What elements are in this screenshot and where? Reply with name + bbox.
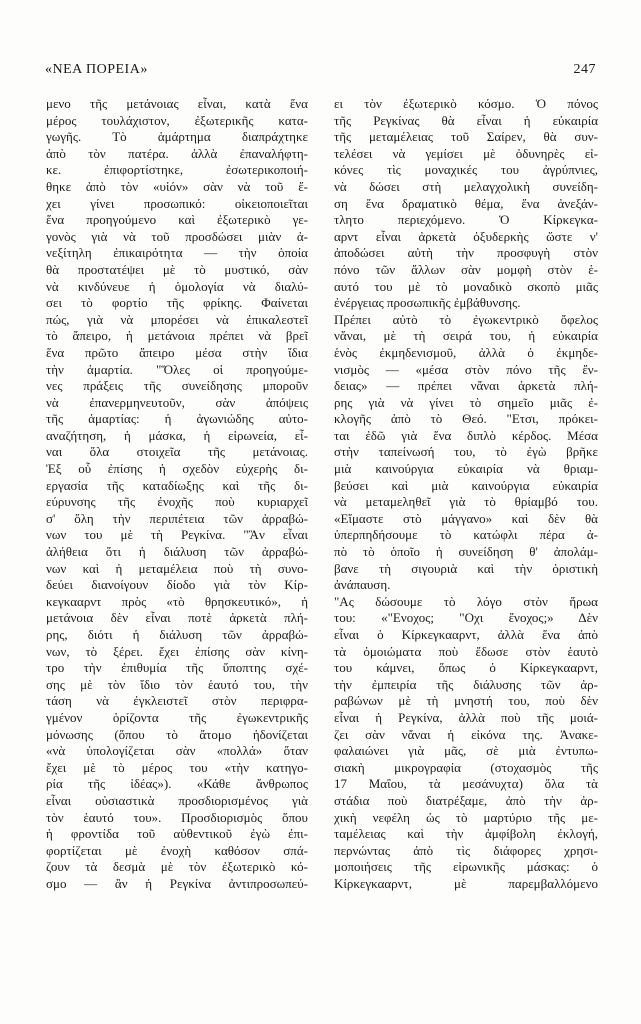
text-line: σμο — ἂν ἡ Ρεγκίνα ἀντιπροσωπεύ-	[46, 875, 308, 891]
text-line: αυτό του μὲ τὸ μοναδικὸ σκοπὸ μιᾶς	[334, 278, 598, 294]
text-line: ει τὸν ἐξωτερικὸ κόσμο. Ὁ πόνος	[334, 96, 598, 111]
journal-title: «ΝΕΑ ΠΟΡΕΙΑ»	[45, 62, 148, 77]
text-line: «Εἴμαστε στὸ μάγγανο» καὶ δὲν θὰ	[334, 510, 598, 526]
text-line: ρης γιὰ νὰ γίνει τὸ σημεῖο μιᾶς ἐ-	[334, 394, 598, 410]
text-line: ἀνάπαυση.	[334, 577, 391, 593]
text-line: σιακὴ μικρογραφία (στοχασμὸς τῆς	[334, 759, 598, 775]
text-line: τὰ ὁμοιώματα ποὺ ἔδωσε στὸν ἑαυτὸ	[334, 643, 598, 659]
text-line: νων, τὸ ξέρει. ἔχει ἐπίσης σὰν κίνη-	[46, 643, 308, 659]
text-line: μοποιήσεις τῆς εἰρωνικῆς μάσκας: ὁ	[334, 859, 598, 875]
text-line: σ' ὅλη τὴν περιπέτεια τῶν ἀρραβώ-	[46, 510, 308, 526]
text-line: του κάμνει, ὅπως ὁ Κίρκεγκααρντ,	[334, 660, 598, 676]
text-line: τῆς Ρεγκίνας θὰ εἶναι ἡ εὐκαιρία	[334, 112, 598, 128]
text-line: νων του μὲ τὴ Ρεγκίνα. "Ἂν εἶναι	[46, 527, 308, 543]
text-line: Ἐξ οὗ ἐπίσης ἡ σχεδὸν εὐχερὴς δι-	[46, 461, 308, 477]
text-line: ναι ὅλα στοιχεῖα τῆς μετάνοιας.	[46, 444, 308, 460]
text-line: 17 Μαΐου, τὰ μεσάνυχτα) ὅλα τὰ	[334, 776, 598, 792]
text-line: ἑνὸς ἐκμηδενισμοῦ, ἀλλὰ ὁ ἐκμηδε-	[334, 344, 598, 360]
text-line: νἄναι, μὲ τὴ σειρά του, ἡ εὐκαιρία	[334, 328, 598, 344]
text-line: ζει σὰν νἄναι ἡ εἰκόνα της. Ἀνακε-	[334, 726, 598, 742]
text-line: νισμὸς — «μέσα στὸν πόνο τῆς ἔν-	[334, 361, 598, 377]
text-line: νὰ ἐπανερμηνευτοῦν, σὰν ἀπόψεις	[46, 394, 308, 410]
text-line: τὸ ἄπειρο, ἡ μετάνοια πρέπει νὰ βρεῖ	[46, 328, 308, 344]
text-line: γμένον ὁρίζοντα τῆς ἐγωκεντρικῆς	[46, 709, 308, 725]
text-line: εἶναι ὁ Κίρκεγκααρντ, ἀλλὰ ἕνα ἀπὸ	[334, 627, 598, 642]
text-line: ζουν τὰ δεσμὰ μὲ τὸν ἐξωτερικὸ κό-	[46, 859, 308, 875]
text-line: νὰ δώσει στὴ μελαγχολικὴ συνείδη-	[334, 178, 598, 194]
text-line: νὰ κινδύνευε ἡ ὁμολογία νὰ διαλύ-	[46, 278, 308, 294]
text-line: ἔχει μὲ τὸ μέρος του «τὴν κατηγο-	[46, 759, 308, 775]
text-line: νων καὶ ἡ μεταμέλεια ποὺ τὴ συνο-	[46, 560, 308, 576]
text-line: βανε τὴ σιγουριὰ καὶ τὴν ὁριστικὴ	[334, 560, 598, 576]
text-line: θηκε ἀπὸ τὸν «υἱόν» σὰν νὰ τοῦ ἔ-	[46, 178, 308, 194]
text-line: σει τὸ φορτίο τῆς φρίκης. Φαίνεται	[46, 295, 308, 311]
text-line: «νὰ ὑπολογίζεται σὰν «πολλά» ὅταν	[46, 743, 308, 759]
text-line: δεύει διανοίγουν δίοδο γιὰ τὸν Κίρ-	[46, 577, 308, 593]
text-line: τρο τὴν ἐπιθυμία τῆς ὕποπτης σχέ-	[46, 660, 308, 676]
left-text-column	[46, 96, 308, 893]
text-line: κε. ἐπιφορτίστηκε, ἐσωτερικοποιή-	[46, 162, 308, 178]
text-line: νὰ μεταμεληθεῖ γιὰ τὸ θρίαμβό του.	[334, 494, 598, 510]
text-line: φαλαιώνει γιὰ μᾶς, σὲ μιὰ ἐντυπω-	[334, 743, 598, 759]
text-line: ση ἕνα δραματικὸ θέμα, ἕνα ἀνεξάν-	[334, 195, 598, 211]
text-line: νεξίτηλη ἐπικαιρότητα — τὴν ὁποία	[46, 245, 308, 261]
text-line: περνώντας ἀπὸ τὶς διάφορες χρησι-	[334, 842, 598, 858]
text-line: χικὴ νεφέλη ὡς τὸ μαρτύριο τῆς με-	[334, 809, 598, 825]
text-line: αναζήτηση, ἡ μάσκα, ἡ εἰρωνεία, εἶ-	[46, 427, 308, 443]
text-line: πώς, γιὰ νὰ μπορέσει νὰ ἐπικαλεστεῖ	[46, 311, 308, 327]
text-line: τλητο περιεχόμενο. Ὁ Κίρκεγκα-	[334, 212, 598, 228]
text-line: ρία τῆς ἰδέας»). «Κάθε ἄνθρωπος	[46, 776, 308, 792]
text-line: φορτίζεται μὲ ἐνοχὴ καθόσον σπά-	[46, 842, 308, 858]
text-line: σης μὲ τὸν ἴδιο τὸν ἑαυτό του, τὴν	[46, 676, 308, 692]
text-line: βεύσει καὶ μιὰ καινούργια εὐκαιρία	[334, 477, 598, 493]
text-line: κόνες τὶς μοναχικές του ἀγρύπνιες,	[334, 162, 598, 178]
text-line: "Ας δώσουμε τὸ λόγο στὸν ἥρωα	[334, 593, 598, 609]
text-line: ταμέλειας καὶ τὴν ἀμφίβολη ἐκλογή,	[334, 826, 598, 842]
running-header	[45, 62, 596, 82]
text-line: ἀπὸ τὸν πατέρα. ἀλλὰ ἐπαναλήφτη-	[46, 145, 308, 161]
text-line: του: «"Ενοχος; "Οχι ἔνοχος;» Δὲν	[334, 610, 598, 626]
text-line: εἶναι οὐσιαστικὰ προσδιορισμένος γιὰ	[46, 792, 308, 808]
text-line: εύρυνσης τῆς ἐνοχῆς ποὺ κυριαρχεῖ	[46, 494, 308, 510]
text-line: ραβώνων μὲ τὴ μνηστή του, ποὺ δὲν	[334, 693, 598, 709]
text-line: μετάνοια δὲν εἶναι ποτὲ ἀρκετὰ πλή-	[46, 610, 308, 626]
text-line: ὑπερπηδήσουμε τὸ κατώφλι πέρα ἀ-	[334, 527, 598, 543]
text-line: ἀποδώσει αὐτὴ τὴν προσφυγὴ στὸν	[334, 245, 598, 261]
text-line: ἕνα πρῶτο ἄπειρο μέσα στὴν ἴδια	[46, 344, 308, 360]
text-line: εργασία τῆς καταδίωξης καὶ τῆς δι-	[46, 477, 308, 493]
text-line: τὸν ἑαυτό του». Προσδιορισμὸς ὅπου	[46, 809, 308, 825]
text-line: ρης, διότι ἡ διάλυση τῶν ἀρραβώ-	[46, 627, 308, 642]
text-line: ἡ φροντίδα τοῦ αὐθεντικοῦ ἐγὼ ἐπι-	[46, 826, 308, 842]
text-line: αρντ εἶναι ἀρκετὰ ὀξυδερκὴς ὥστε ν'	[334, 228, 598, 244]
text-line: ται ἐδῶ γιὰ ἕνα διπλὸ κέρδος. Μέσα	[334, 427, 598, 443]
text-line: Κίρκεγκααρντ, μὲ παρεμβαλλόμενο	[334, 875, 598, 891]
text-line: στὴν ταπείνωσή του, τὸ ἐγὼ βρῆκε	[334, 444, 598, 460]
text-line: τὴν ἐμπειρία τῆς διάλυσης τῶν ἀρ-	[334, 676, 598, 692]
text-line: δειας» — πρέπει νἄναι ἀρκετὰ πλή-	[334, 378, 598, 394]
text-line: Πρέπει αὐτὸ τὸ ἐγωκεντρικὸ ὄφελος	[334, 311, 598, 327]
text-line: στάδια ποὺ διατρέξαμε, ἀπὸ τὴν ἀρ-	[334, 792, 598, 808]
text-line: τῆς μεταμέλειας τοῦ Σαίρεν, θὰ συν-	[334, 129, 598, 145]
text-line: γωγῆς. Τὸ ἁμάρτημα διαπράχτηκε	[46, 129, 308, 145]
text-line: μέρος τουλάχιστον, ἐξωτερικῆς κατα-	[46, 112, 308, 128]
text-line: κλογῆς ἀπὸ τὸ Θεό. "Ετσι, πρόκει-	[334, 411, 598, 427]
text-line: ἀλήθεια ὅτι ἡ διάλυση τῶν ἀρραβώ-	[46, 544, 308, 560]
text-line: πόνο τῶν ἄλλων σὰν μομφὴ στὸν ἑ-	[334, 261, 598, 277]
text-line: τὴν ἁμαρτία. "Ὅλες οἱ προηγούμε-	[46, 361, 308, 377]
text-line: κεγκααρντ πρὸς «τὸ θρησκευτικό», ἡ	[46, 593, 308, 609]
text-line: εἶναι ἡ Ρεγκίνα, ἀλλὰ ποὺ τῆς μοιά-	[334, 709, 598, 725]
text-line: ἐνέργειας προσωπικῆς ἐμβάθυνσης.	[334, 295, 521, 311]
text-line: μόνωσης (ὅπου τὸ ἄτομο ἡδονίζεται	[46, 726, 308, 742]
text-line: θὰ προστατέψει μὲ τὸ μυστικό, σὰν	[46, 261, 308, 277]
text-line: τῆς ἁμαρτίας: ἡ ἀγωνιώδης αὐτο-	[46, 411, 308, 427]
text-line: μενο τῆς μετάνοιας εἶναι, κατὰ ἕνα	[46, 96, 308, 111]
text-line: γονὸς γιὰ νὰ τοῦ προσδώσει μιὰν ἀ-	[46, 228, 308, 244]
text-line: πὸ τὸ ὁποῖο ἡ συνείδηση θ' ἀπολάμ-	[334, 544, 598, 560]
right-text-column	[334, 96, 598, 893]
text-line: νες πράξεις τῆς συνείδησης μποροῦν	[46, 378, 308, 394]
text-line: ἕνα προηγούμενο καὶ ἐξωτερικὸ γε-	[46, 212, 308, 228]
text-line: μιὰ καινούργια εὐκαιρία νὰ θριαμ-	[334, 461, 598, 477]
text-line: χει γίνει προσωπικό: οἰκειοποιεῖται	[46, 195, 308, 211]
page-number: 247	[573, 62, 596, 77]
text-line: τάση νὰ ἐγκλειστεῖ στὸν περιφρα-	[46, 693, 308, 709]
text-line: τελέσει νὰ γεμίσει μὲ ὀδυνηρὲς εἰ-	[334, 145, 598, 161]
